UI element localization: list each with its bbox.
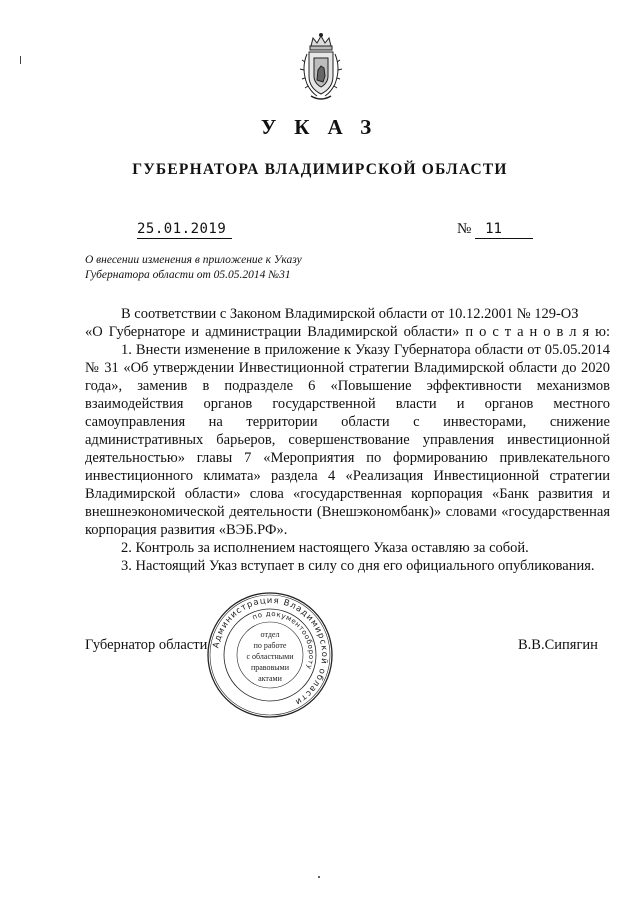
stamp-center-line: отдел: [260, 630, 280, 639]
item-2: 2. Контроль за исполнением настоящего Указа оставляю за собой.: [121, 540, 529, 556]
margin-mark: [20, 56, 21, 64]
intro-line-1: В соответствии с Законом Владимирской области от 10.12.2001 № 129-ОЗ: [121, 306, 579, 322]
page-mark: [318, 876, 320, 878]
document-date: 25.01.2019: [137, 221, 232, 239]
coat-of-arms-icon: [297, 32, 345, 104]
intro-paragraph: [85, 305, 610, 323]
intro-line-2a: «О Губернаторе и администрации Владимирской области»: [85, 324, 460, 340]
stamp-center-line: правовыми: [250, 663, 290, 672]
stamp-outer-text: Администрация Владимирской области: [211, 595, 330, 708]
document-subtitle: ГУБЕРНАТОРА ВЛАДИМИРСКОЙ ОБЛАСТИ: [132, 161, 508, 178]
intro-paragraph-cont: [85, 323, 610, 341]
about-line: Губернатора области от 05.05.2014 №31: [85, 269, 291, 281]
item-3: 3. Настоящий Указ вступает в силу со дня его официального опубликования.: [121, 558, 595, 574]
document-number: [457, 221, 533, 239]
signer-name: В.В.Сипягин: [518, 637, 598, 653]
stamp-inner-text: по документообороту: [251, 609, 316, 671]
number-label: №: [457, 221, 472, 237]
document-about: [85, 253, 385, 283]
official-stamp: [205, 590, 335, 720]
document-title: УКАЗ: [260, 115, 390, 139]
item-1: 1. Внести изменение в приложение к Указу Губернатора области от 05.05.2014 № 31 «Об утверждении Инвестиционной стратегии Владимирской области до 2020 года», заменив в подразделе 6 «Повышение эффективности механизмов взаимодействия органов государственной власти и органов местного самоуправления на территории области с инвесторами, снижение административных барьеров, совершенствование управления инвестиционной деятельностью» главы 7 «Мероприятия по формированию привлекательного инвестиционного климата» раздела 4 «Реализация Инвестиционной стратегии Владимирской области» слова «государственная корпорация «Банк развития и внешнеэкономической деятельности (Внешэкономбанк)» словами «государственная корпорация развития «ВЭБ.РФ».: [85, 342, 610, 538]
signer-position: Губернатор области: [85, 637, 208, 653]
about-line: О внесении изменения в приложение к Указу: [85, 254, 302, 266]
stamp-center-line: с областными: [246, 652, 294, 661]
stamp-center-line: по работе: [253, 641, 287, 650]
number-value: 11: [475, 221, 533, 239]
stamp-center-line: актами: [258, 674, 282, 683]
decree-verb: п о с т а н о в л я ю:: [465, 324, 611, 340]
